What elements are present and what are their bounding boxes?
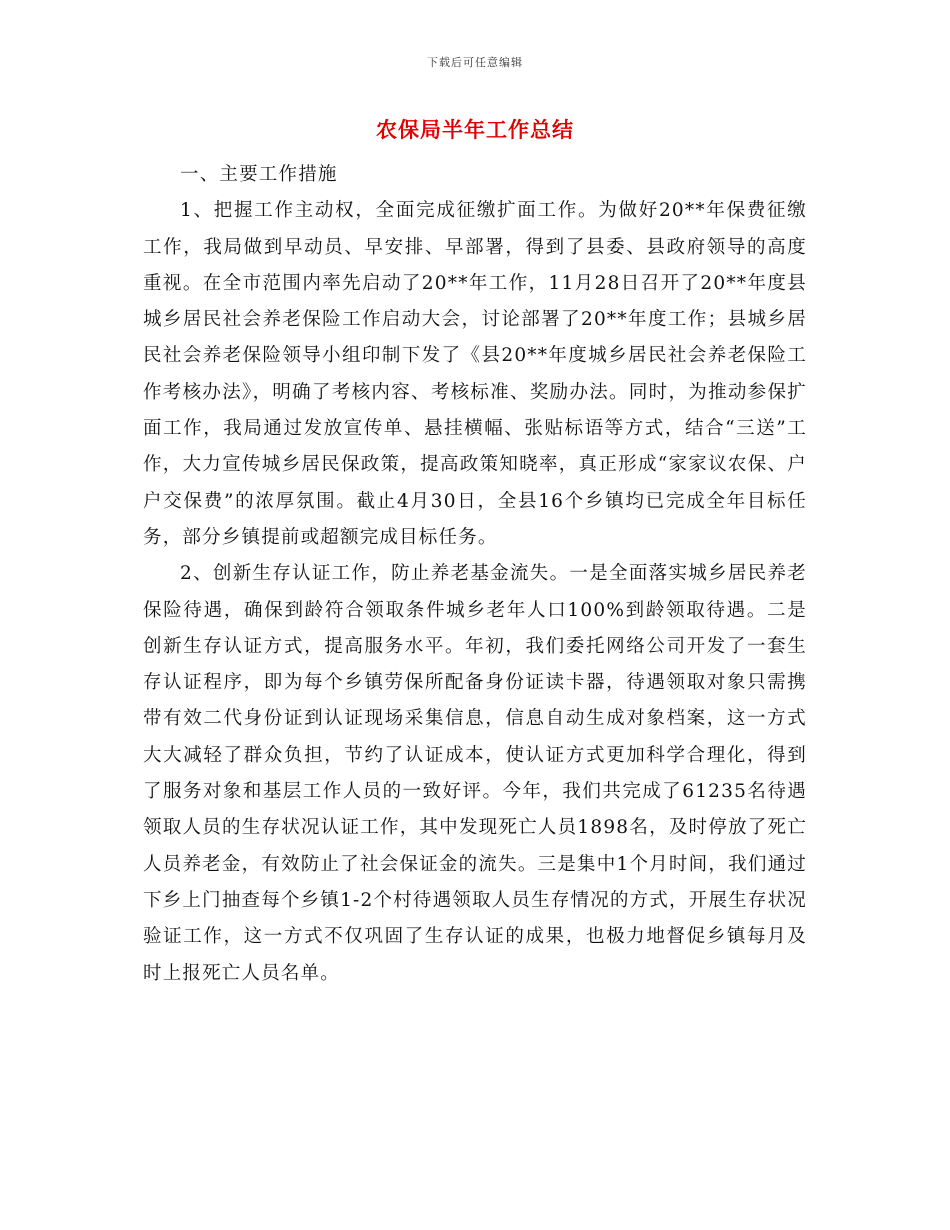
paragraph-2: 2、创新生存认证工作，防止养老基金流失。一是全面落实城乡居民养老保险待遇，确保到龄符合领取条件城乡老年人口100%到龄领取待遇。二是创新生存认证方式，提高服务水平。年初，我们委托网络公司开发了一套生存认证程序，即为每个乡镇劳保所配备身份证读卡器，待遇领取对象只需携带有效二代身份证到认证现场采集信息，信息自动生成对象档案，这一方式大大减轻了群众负担，节约了认证成本，使认证方式更加科学合理化，得到了服务对象和基层工作人员的一致好评。今年，我们共完成了61235名待遇领取人员的生存状况认证工作，其中发现死亡人员1898名，及时停放了死亡人员养老金，有效防止了社会保证金的流失。三是集中1个月时间，我们通过下乡上门抽查每个乡镇1-2个村待遇领取人员生存情况的方式，开展生存状况验证工作，这一方式不仅巩固了生存认证的成果，也极力地督促乡镇每月及时上报死亡人员名单。 (143, 563, 807, 984)
header-note: 下载后可任意编辑 (427, 56, 523, 69)
document-title: 农保局半年工作总结 (376, 118, 574, 142)
section-heading: 一、主要工作措施 (180, 164, 338, 185)
document-body (143, 157, 807, 992)
paragraph-1: 1、把握工作主动权，全面完成征缴扩面工作。为做好20**年保费征缴工作，我局做到早动员、早安排、早部署，得到了县委、县政府领导的高度重视。在全市范围内率先启动了20**年工作，11月28日召开了20**年度县城乡居民社会养老保险工作启动大会，讨论部署了20**年度工作；县城乡居民社会养老保险领导小组印制下发了《县20**年度城乡居民社会养老保险工作考核办法》，明确了考核内容、考核标准、奖励办法。同时，为推动参保扩面工作，我局通过发放宣传单、悬挂横幅、张贴标语等方式，结合“三送”工作，大力宣传城乡居民保政策，提高政策知晓率，真正形成“家家议农保、户户交保费”的浓厚氛围。截止4月30日，全县16个乡镇均已完成全年目标任务，部分乡镇提前或超额完成目标任务。 (143, 200, 807, 548)
